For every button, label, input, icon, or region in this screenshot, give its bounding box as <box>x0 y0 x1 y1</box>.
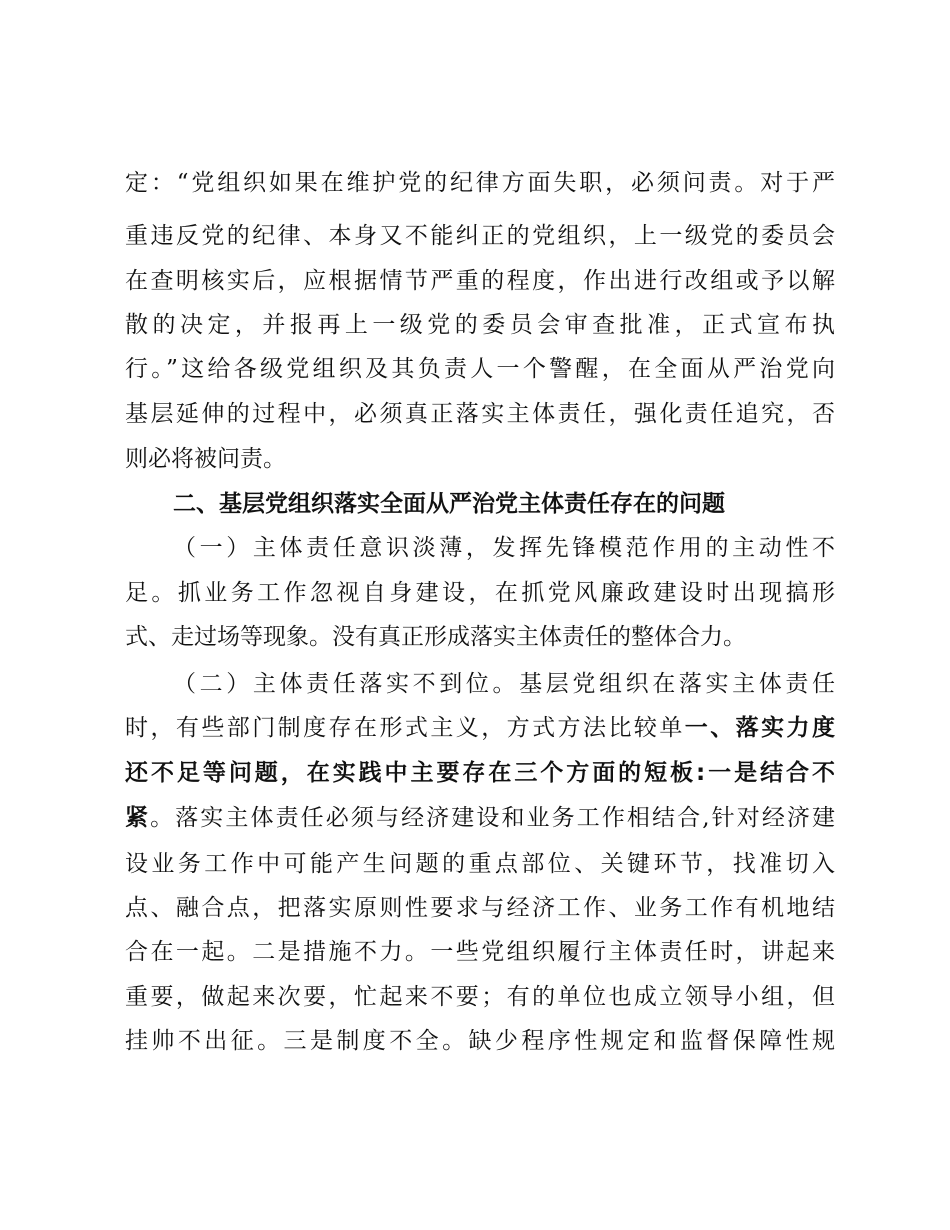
paragraph-2-line-3: 式、走过场等现象。没有真正形成落实主体责任的整体合力。 <box>125 624 746 650</box>
paragraph-3-line-2 <box>125 705 835 751</box>
paragraph-3-line-9: 挂帅不出征。三是制度不全。缺少程序性规定和监督保障性规 <box>125 1028 835 1054</box>
paragraph-1-line-7: 则必将被问责。 <box>125 446 286 472</box>
paragraph-3-line-1: （二）主体责任落实不到位。基层党组织在落实主体责任 <box>173 671 835 697</box>
paragraph-3-line-2-text: 时，有些部门制度存在形式主义，方式方法比较单 <box>125 715 685 741</box>
paragraph-1-line-1: 定：“党组织如果在维护党的纪律方面失职，必须问责。对于严 <box>125 170 835 196</box>
paragraph-3-line-4 <box>125 795 835 841</box>
paragraph-3-line-4-bold-text: 紧 <box>125 805 151 831</box>
paragraph-3-line-6: 点、融合点，把落实原则性要求与经济工作、业务工作有机地结 <box>125 895 835 921</box>
paragraph-3-line-2-bold-text: 一、落实力度 <box>684 715 836 741</box>
paragraph-1-line-3: 在查明核实后，应根据情节严重的程度，作出进行改组或予以解 <box>125 268 835 294</box>
paragraph-1-line-5: 行。”这给各级党组织及其负责人一个警醒，在全面从严治党向 <box>125 356 835 382</box>
section-heading: 二、基层党组织落实全面从严治党主体责任存在的问题 <box>173 491 725 517</box>
paragraph-1-line-4: 散的决定，并报再上一级党的委员会审查批准，正式宣布执 <box>125 312 835 338</box>
paragraph-3-line-7: 合在一起。二是措施不力。一些党组织履行主体责任时，讲起来 <box>125 939 835 965</box>
paragraph-1-line-6: 基层延伸的过程中，必须真正落实主体责任，强化责任追究，否 <box>125 401 835 427</box>
paragraph-3-line-4-text: 。落实主体责任必须与经济建设和业务工作相结合,针对经济建 <box>150 805 836 831</box>
paragraph-2-line-2: 足。抓业务工作忽视自身建设，在抓党风廉政建设时出现搞形 <box>125 580 835 606</box>
paragraph-3-line-3: 还不足等问题，在实践中主要存在三个方面的短板:一是结合不 <box>125 760 835 786</box>
paragraph-1-line-2: 重违反党的纪律、本身又不能纠正的党组织，上一级党的委员会 <box>125 223 835 249</box>
paragraph-3-line-8: 重要，做起来次要，忙起来不要；有的单位也成立领导小组，但 <box>125 984 835 1010</box>
paragraph-2-line-1: （一）主体责任意识淡薄，发挥先锋模范作用的主动性不 <box>173 535 835 561</box>
paragraph-3-line-5: 设业务工作中可能产生问题的重点部位、关键环节，找准切入 <box>125 851 835 877</box>
